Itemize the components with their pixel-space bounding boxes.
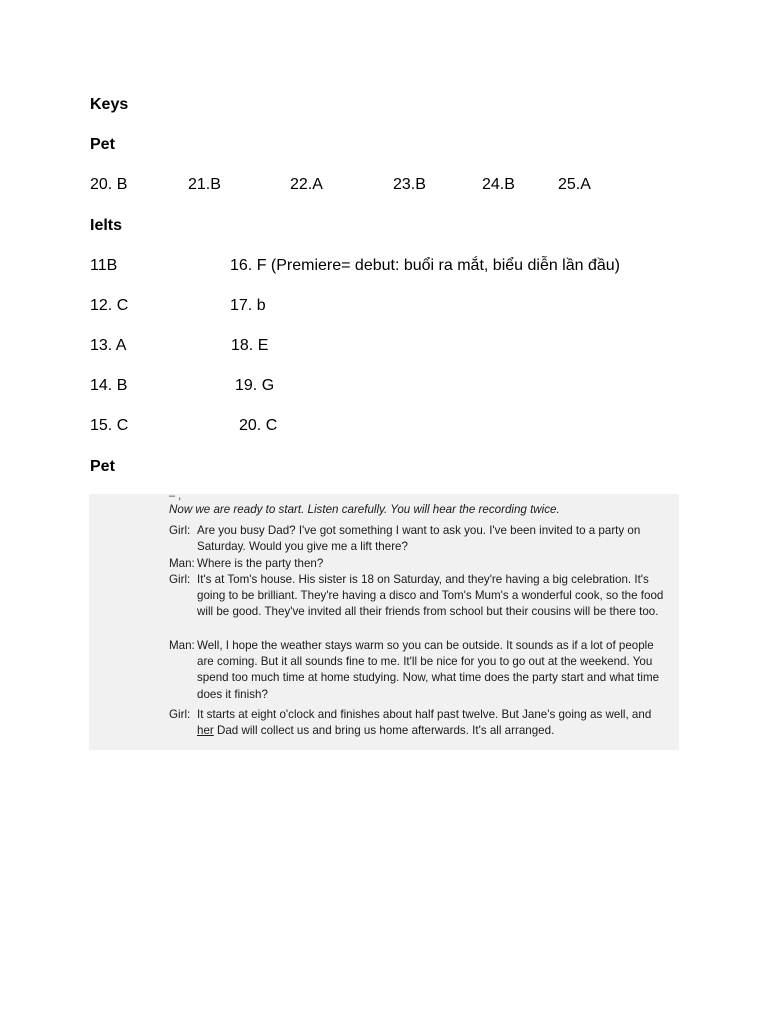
speaker-label: Girl: <box>169 524 191 537</box>
transcript-turn <box>169 572 669 621</box>
ielts-answer-14: 14. B <box>90 377 128 394</box>
speech-text: Well, I hope the weather stays warm so you can be outside. It sounds as if a lot of people are coming. But it all sounds fine to me. It'll be nice for you to go out at the weekend. You spend too much time at home studying. Now, what time does the party start and what time does it finish? <box>197 639 660 701</box>
speech-text <box>197 707 669 739</box>
ielts-answer-15: 15. C <box>90 417 129 434</box>
cropped-line-mark: – , <box>169 494 182 502</box>
keys-heading: Keys <box>90 96 129 113</box>
underlined-word: her <box>197 724 214 738</box>
ielts-section-title: Ielts <box>90 217 123 234</box>
pet-section-2-title: Pet <box>90 458 115 475</box>
ielts-answer-17: 17. b <box>230 297 266 314</box>
pet-answer-24: 24.B <box>482 176 515 193</box>
pet-answer-22: 22.A <box>290 176 323 193</box>
speaker-label: Man: <box>169 557 195 570</box>
speech-text-part: It starts at eight o'clock and finishes about half past twelve. But Jane's going as well, and <box>197 708 652 721</box>
speech-text: Where is the party then? <box>197 557 324 570</box>
ielts-answer-12: 12. C <box>90 297 129 314</box>
ielts-answer-18: 18. E <box>231 337 269 354</box>
speech-text: Are you busy Dad? I've got something I want to ask you. I've been invited to a party on Saturday. Would you give me a lift there? <box>197 524 641 554</box>
speaker-label: Girl: <box>169 573 191 586</box>
speaker-label: Man: <box>169 639 195 652</box>
transcript-turn <box>169 556 669 572</box>
ielts-answer-19: 19. G <box>235 377 275 394</box>
pet-answer-23: 23.B <box>393 176 426 193</box>
pet-section-title: Pet <box>90 136 115 153</box>
speech-text: It's at Tom's house. His sister is 18 on Saturday, and they're having a big celebration. It's going to be brilliant. They're having a disco and Tom's Mum's a wonderful cook, so the food will be good. They've invited all their friends from school but their cousins will be there too. <box>197 573 664 619</box>
ielts-answer-16: 16. F (Premiere= debut: buổi ra mắt, biểu diễn lần đầu) <box>230 257 620 274</box>
transcript-turn <box>169 638 669 703</box>
transcript-turn <box>169 707 669 739</box>
transcript-intro: Now we are ready to start. Listen carefully. You will hear the recording twice. <box>169 503 560 516</box>
pet-answer-21: 21.B <box>188 176 221 193</box>
pet-answer-25: 25.A <box>558 176 591 193</box>
transcript-scan-image <box>89 494 679 750</box>
ielts-answer-13: 13. A <box>90 337 127 354</box>
ielts-answer-20: 20. C <box>239 417 278 434</box>
speech-text-part: Dad will collect us and bring us home afterwards. It's all arranged. <box>213 724 555 738</box>
transcript-turn <box>169 523 669 555</box>
ielts-answer-11: 11B <box>90 257 118 274</box>
pet-answer-20: 20. B <box>90 176 128 193</box>
speaker-label: Girl: <box>169 708 191 721</box>
